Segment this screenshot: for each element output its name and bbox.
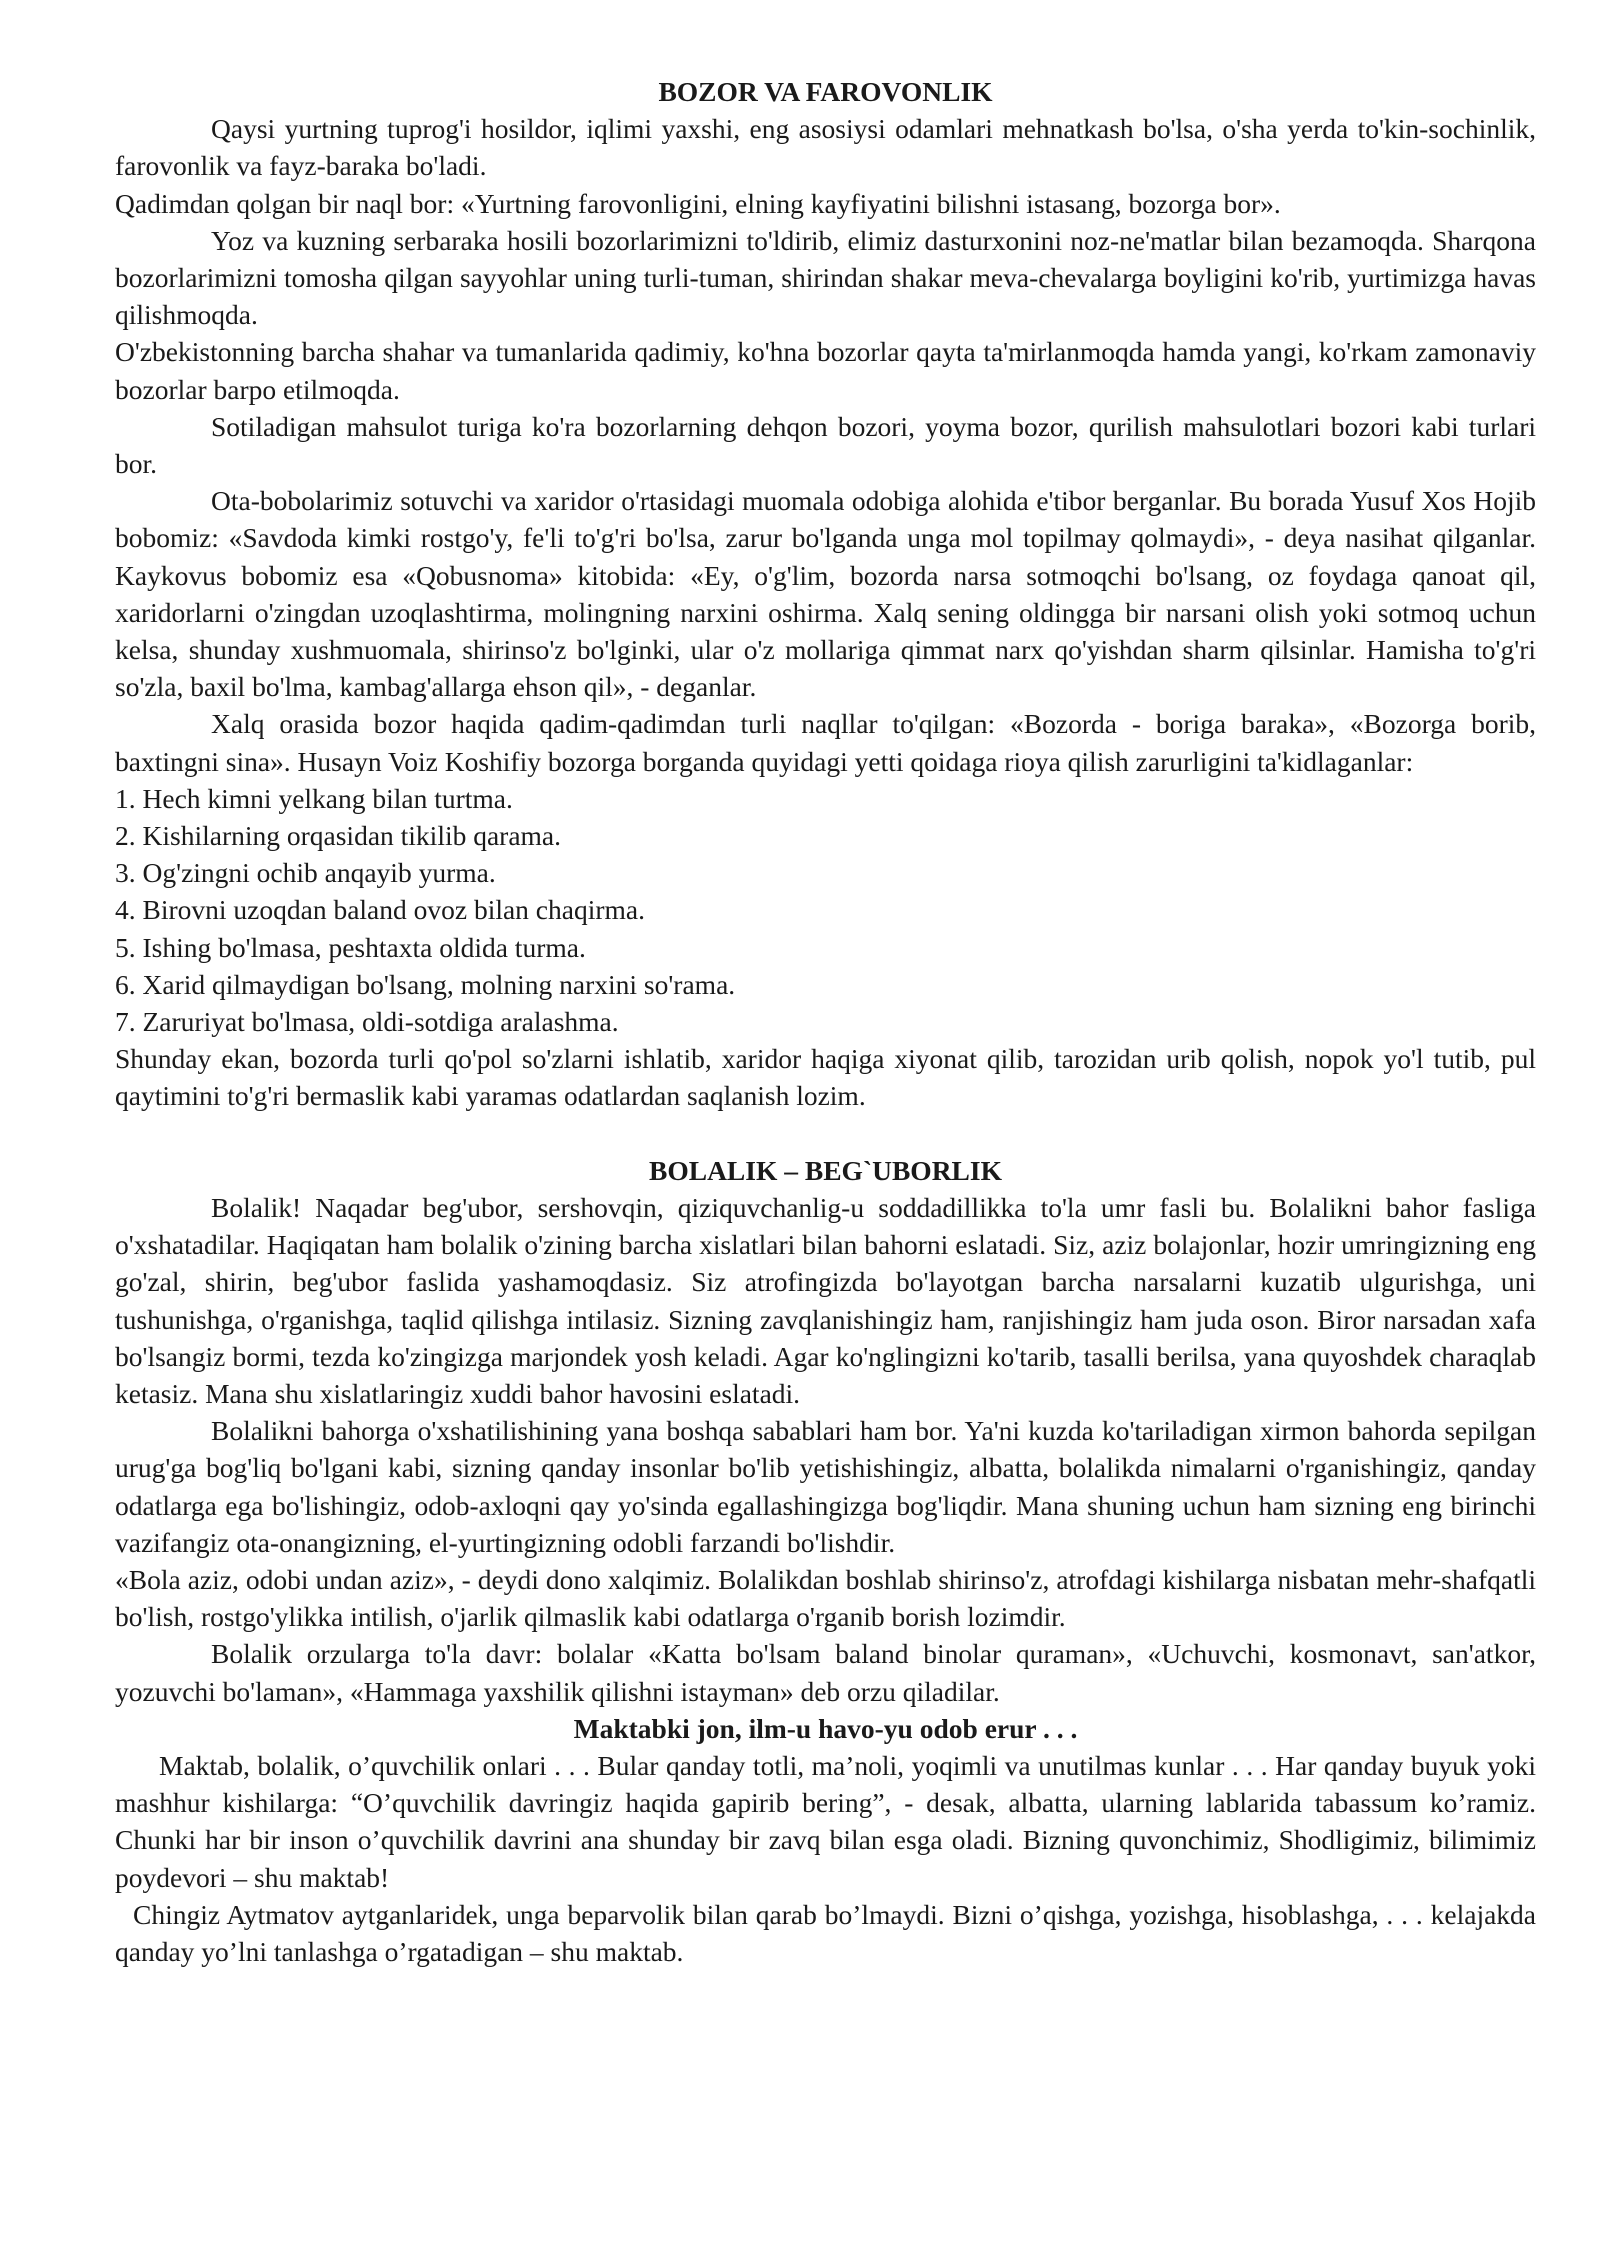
paragraph: «Bola aziz, odobi undan aziz», - deydi dono xalqimiz. Bolalikdan boshlab shirinso'z, atrofdagi kishilarga nisbatan mehr-shafqatli bo'lish, rostgo'ylikka intilish, o'jarlik qilmaslik kabi odatlarga o'rganib borish lozimdir.	[115, 1563, 1536, 1633]
paragraph: Shunday ekan, bozorda turli qo'pol so'zlarni ishlatib, xaridor haqiga xiyonat qilib, tarozidan urib qolish, nopok yo'l tutib, pul qaytimini to'g'ri bermaslik kabi yaramas odatlardan saqlanish lozim.	[115, 1043, 1536, 1112]
paragraph: O'zbekistonning barcha shahar va tumanlarida qadimiy, ko'hna bozorlar qayta ta'mirlanmoqda hamda yangi, ko'rkam zamonaviy bozorlar barpo etilmoqda.	[115, 336, 1536, 405]
section-title-bolalik: BOLALIK – BEG`UBORLIK	[649, 1154, 1002, 1186]
rules-list	[115, 780, 1536, 1040]
paragraph: Qaysi yurtning tuprog'i hosildor, iqlimi yaxshi, eng asosiysi odamlari mehnatkash bo'lsa, o'sha yerda to'kin-sochinlik, farovonlik va fayz-baraka bo'ladi.	[115, 113, 1536, 182]
list-item: 7. Zaruriyat bo'lmasa, oldi-sotdiga aralashma.	[115, 1006, 619, 1038]
paragraph: Xalq orasida bozor haqida qadim-qadimdan turli naqllar to'qilgan: «Bozorda - boriga baraka», «Bozorga borib, baxtingni sina». Husayn Voiz Koshifiy bozorga borganda quyidagi yetti qoidaga rioya qilish zarurligini ta'kidlaganlar:	[115, 708, 1536, 777]
paragraph: Bolalikni bahorga o'xshatilishining yana boshqa sabablari ham bor. Ya'ni kuzda ko'tariladigan xirmon bahorda sepilgan urug'ga bog'liq bo'lgani kabi, sizning qanday insonlar bo'lib yetishishingiz, albatta, bolalikda nimalarni o'rganishingiz, qanday odatlarga ega bo'lishingiz, odob-axloqni qay yo'sinda egallashingizga bog'liqdir. Mana shuning uchun ham sizning eng birinchi vazifangiz ota-onangizning, el-yurtingizning odobli farzandi bo'lishdir.	[115, 1415, 1536, 1558]
paragraph: Ota-bobolarimiz sotuvchi va xaridor o'rtasidagi muomala odobiga alohida e'tibor berganlar. Bu borada Yusuf Xos Hojib bobomiz: «Savdoda kimki rostgo'y, fe'li to'g'ri bo'lsa, zarur bo'lganda unga mol topilmay qolmaydi», - deya nasihat qilganlar. Kaykovus bobomiz esa «Qobusnoma» kitobida: «Ey, o'g'lim, bozorda narsa sotmoqchi bo'lsang, oz foydaga qanoat qil, xaridorlarni o'zingdan uzoqlashtirma, molingning narxini oshirma. Xalq sening oldingga bir narsani olish yoki sotmoq uchun kelsa, shunday xushmuomala, shirinso'z bo'lginki, ular o'z mollariga qimmat narx qo'yishdan sharm qilsinlar. Hamisha to'g'ri so'zla, baxil bo'lma, kambag'allarga ehson qil», - deganlar.	[115, 485, 1536, 703]
paragraph: Yoz va kuzning serbaraka hosili bozorlarimizni to'ldirib, elimiz dasturxonini noz-ne'matlar bilan bezamoqda. Sharqona bozorlarimizni tomosha qilgan sayyohlar uning turli-tuman, shirindan shakar meva-chevalarga boyligini ko'rib, yurtimizga havas qilishmoqda.	[115, 224, 1536, 331]
list-item: 5. Ishing bo'lmasa, peshtaxta oldida turma.	[115, 931, 586, 963]
paragraph: Bolalik! Naqadar beg'ubor, sershovqin, qiziquvchanlig-u soddadillikka to'la umr fasli bu. Bolalikni bahor fasliga o'xshatadilar. Haqiqatan ham bolalik o'zining barcha xislatlari bilan bahorni eslatadi. Siz, aziz bolajonlar, hozir umringizning eng go'zal, shirin, beg'ubor faslida yashamoqdasiz. Siz atrofingizda bo'layotgan barcha narsalarni kuzatib ulgurishga, uni tushunishga, o'rganishga, taqlid qilishga intilasiz. Sizning zavqlanishingiz ham, ranjishingiz ham juda oson. Biror narsadan xafa bo'lsangiz bormi, tezda ko'zingizga marjondek yosh keladi. Agar ko'nglingizni ko'tarib, tasalli berilsa, yana quyoshdek charaqlab ketasiz. Mana shu xislatlaringiz xuddi bahor havosini eslatadi.	[115, 1191, 1536, 1409]
paragraph: Sotiladigan mahsulot turiga ko'ra bozorlarning dehqon bozori, yoyma bozor, qurilish mahsulotlari bozori kabi turlari bor.	[115, 410, 1536, 480]
list-item: 1. Hech kimni yelkang bilan turtma.	[115, 782, 513, 814]
paragraph: Chingiz Aytmatov aytganlaridek, unga beparvolik bilan qarab bo’lmaydi. Bizni o’qishga, yozishga, hisoblashga, . . . kelajakda qanday yo’lni tanlashga o’rgatadigan – shu maktab.	[115, 1898, 1536, 1967]
section-title-maktab: Maktabki jon, ilm-u havo-yu odob erur . . .	[573, 1712, 1078, 1744]
section-title-bozor: BOZOR VA FAROVONLIK	[658, 76, 993, 107]
paragraph: Bolalik orzularga to'la davr: bolalar «Katta bo'lsam baland binolar quraman», «Uchuvchi, kosmonavt, san'atkor, yozuvchi bo'laman», «Hammaga yaxshilik qilishni istayman» deb orzu qiladilar.	[115, 1638, 1536, 1707]
list-item: 2. Kishilarning orqasidan tikilib qarama.	[115, 820, 562, 852]
section-spacer	[115, 1115, 1536, 1152]
list-item: 4. Birovni uzoqdan baland ovoz bilan chaqirma.	[115, 894, 645, 926]
list-item: 3. Og'zingni ochib anqayib yurma.	[115, 857, 496, 889]
paragraph: Maktab, bolalik, o’quvchilik onlari . . . Bular qanday totli, ma’noli, yoqimli va unutilmas kunlar . . . Har qanday buyuk yoki mashhur kishilarga: “O’quvchilik davringiz haqida gapirib bering”, - desak, albatta, ularning lablarida tabassum ko’ramiz. Chunki har bir inson o’quvchilik davrini ana shunday bir zavq bilan esga oladi. Bizning quvonchimiz, Shodligimiz, bilimimiz poydevori – shu maktab!	[115, 1749, 1536, 1893]
list-item: 6. Xarid qilmaydigan bo'lsang, molning narxini so'rama.	[115, 968, 736, 1000]
paragraph: Qadimdan qolgan bir naql bor: «Yurtning farovonligini, elning kayfiyatini bilishni istasang, bozorga bor».	[115, 187, 1281, 219]
